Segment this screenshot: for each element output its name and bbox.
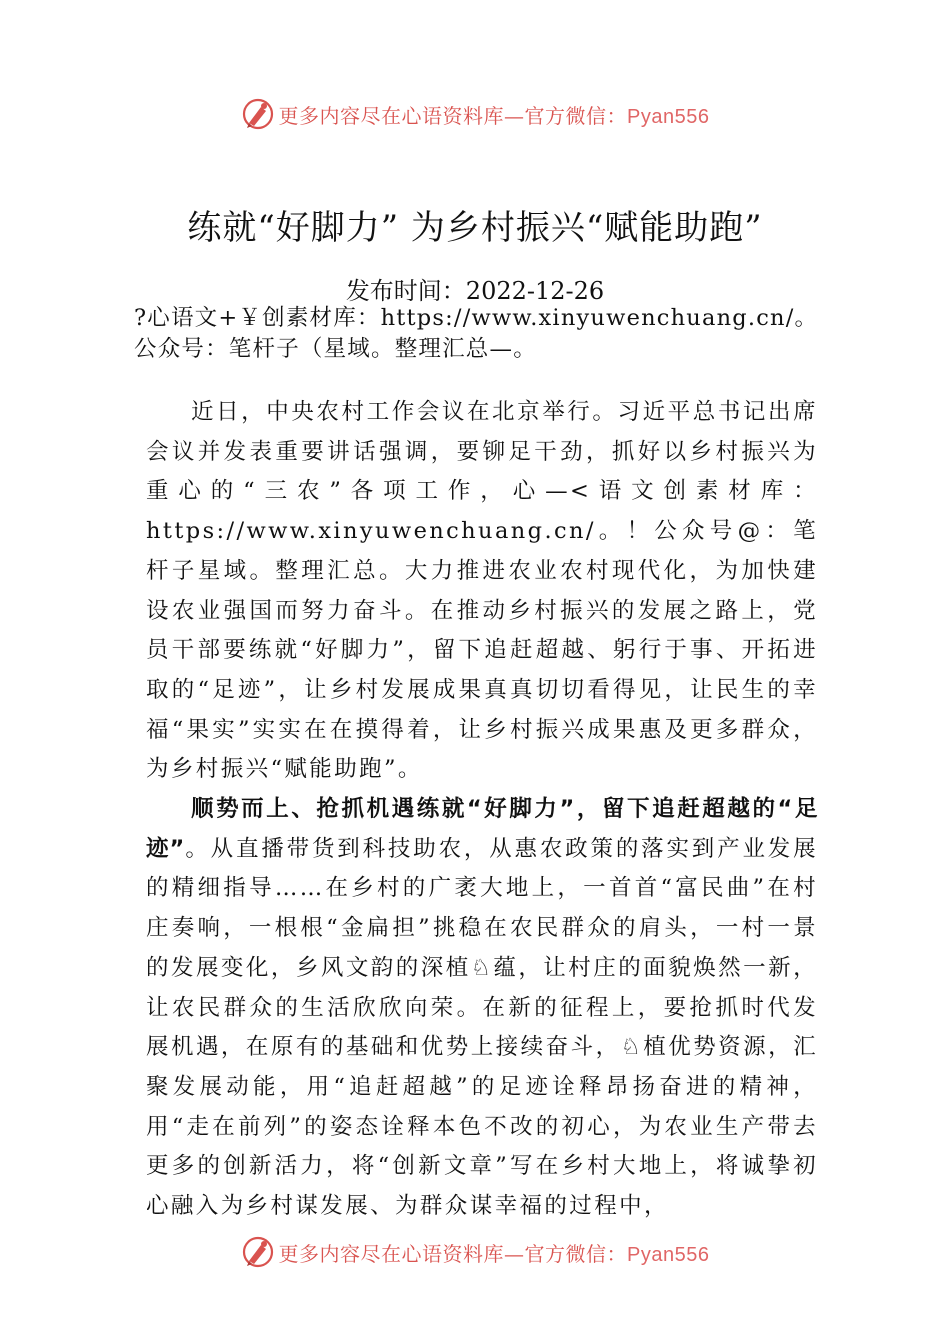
footer-watermark-banner xyxy=(0,1232,950,1272)
paragraph-2-heading: 顺势而上、抢抓机遇练就“好脚力”，留下追赶超越的“足迹” xyxy=(146,796,818,862)
source-note: ?心语文+￥创素材库：https://www.xinyuwenchuang.cn/。公众号：笔杆子（星域。整理汇总—。 xyxy=(134,305,819,362)
article-title: 练就“好脚力” 为乡村振兴“赋能助跑” xyxy=(187,208,763,248)
watermark-text: 更多内容尽在心语资料库—官方微信：Pyan556 xyxy=(278,1241,710,1266)
paragraph-2 xyxy=(146,790,818,1227)
pen-logo-icon xyxy=(241,97,275,131)
header-watermark-banner xyxy=(0,94,950,134)
paragraph-2-text: 。从直播带货到科技助农，从惠农政策的落实到产业发展的精细指导……在乡村的广袤大地上，一首首“富民曲”在村庄奏响，一根根“金扁担”挑稳在农民群众的肩头，一村一景的发展变化，乡风文韵的深植♘蕴，让村庄的面貌焕然一新，让农民群众的生活欣欣向荣。在新的征程上，要抢抓时代发展机遇，在原有的基础和优势上接续奋斗，♘植优势资源，汇聚发展动能，用“追赶超越”的足迹诠释昂扬奋进的精神，用“走在前列”的姿态诠释本色不改的初心，为农业生产带去更多的创新活力，将“创新文章”写在乡村大地上，将诚挚初心融入为乡村谋发展、为群众谋幸福的过程中， xyxy=(146,835,818,1220)
pen-logo-icon xyxy=(241,1235,275,1269)
watermark-text: 更多内容尽在心语资料库—官方微信：Pyan556 xyxy=(278,103,710,128)
wechat-id: Pyan556 xyxy=(627,1243,710,1266)
wechat-id: Pyan556 xyxy=(627,105,710,128)
publish-date: 发布时间：2022-12-26 xyxy=(345,277,605,305)
paragraph-1: 近日，中央农村工作会议在北京举行。习近平总书记出席会议并发表重要讲话强调，要铆足干劲，抓好以乡村振兴为重心的“三农”各项工作，心—<语文创素材库：https://www.xinyuwenchuang.cn/。！公众号@：笔杆子星域。整理汇总。大力推进农业农村现代化，为加快建设农业强国而努力奋斗。在推动乡村振兴的发展之路上，党员干部要练就“好脚力”，留下追赶超越、躬行于事、开拓进取的“足迹”，让乡村发展成果真真切切看得见，让民生的幸福“果实”实实在在摸得着，让乡村振兴成果惠及更多群众，为乡村振兴“赋能助跑”。 xyxy=(146,399,818,783)
article-body xyxy=(146,393,818,1227)
